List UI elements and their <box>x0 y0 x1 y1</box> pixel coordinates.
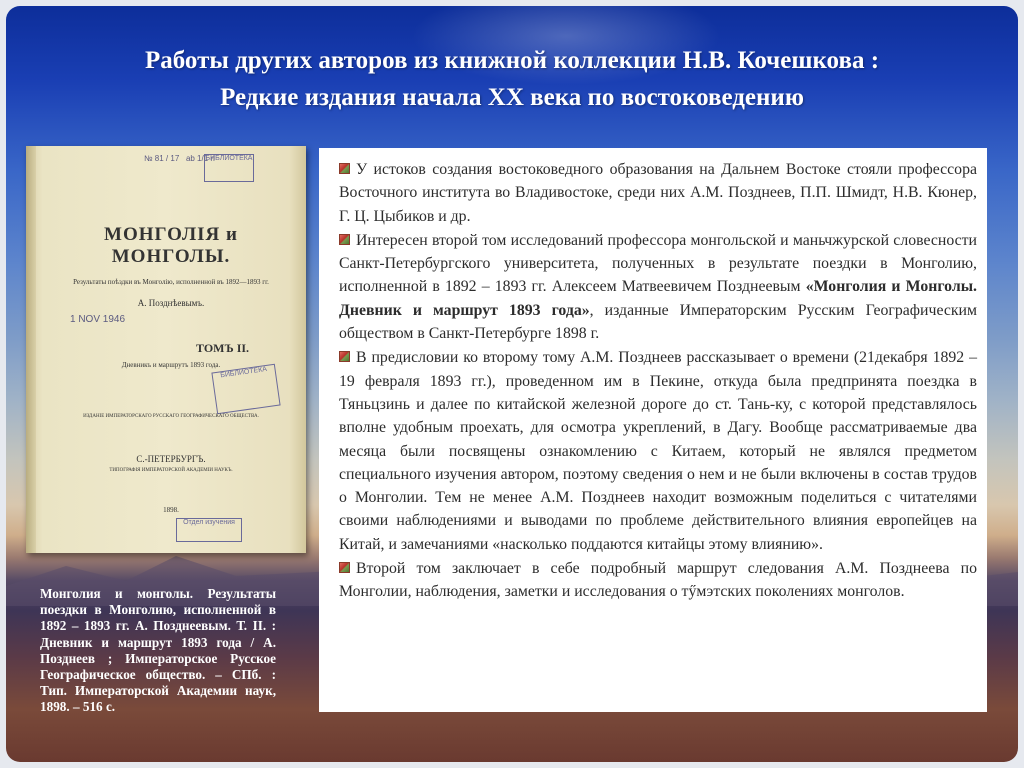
book-city: С.-ПЕТЕРБУРГЪ. <box>136 454 206 464</box>
stamp-library-text: БИБЛИОТЕКА <box>205 155 253 162</box>
paragraph-2-text: Интересен второй том исследований профессора монгольской и маньчжурской словесности Санкт-Петербургского университета, полученных в результате поездки в Монголию, исполненной в 1892 – 1893 гг. Алексеем Матвеевичем Позднеевым <box>339 231 977 296</box>
paragraph-1 <box>339 158 977 228</box>
title-line-1: Работы других авторов из книжной коллекции Н.В. Кочешкова : <box>144 47 880 74</box>
paragraph-3 <box>339 346 977 556</box>
paragraph-1-text: У истоков создания востоковедного образования на Дальнем Востоке стояли профессора Восточного института во Владивостоке, среди них А.М. Позднеев, П.П. Шмидт, Н.В. Кюнер, Г. Ц. Цыбиков и др. <box>339 161 977 225</box>
book-printer: ТИПОГРАФІЯ ИМПЕРАТОРСКОЙ АКАДЕМІИ НАУКЪ. <box>109 468 233 473</box>
slide-title <box>26 42 998 116</box>
paragraph-2 <box>339 229 977 345</box>
book-subtitle: Результаты поѣздки въ Монголію, исполненной въ 1892—1893 гг. <box>73 278 269 286</box>
book-title: МОНГОЛІЯ и МОНГОЛЫ. <box>104 224 238 267</box>
division-stamp <box>176 518 242 542</box>
book-volume: ТОМЪ II. <box>196 341 250 355</box>
paragraph-2-text-end: , изданные Императорским Русским Географическим обществом в Санкт-Петербурге 1898 г. <box>339 301 977 343</box>
date-stamp: 1 NOV 1946 <box>70 314 126 325</box>
book-author: А. Позднѣевымъ. <box>137 298 205 308</box>
handwritten-mark: № 81 / 17 ab 1/1 n <box>144 154 215 163</box>
library-stamp-top <box>204 154 254 182</box>
stamp-division-text: Отдел изучения <box>183 519 235 526</box>
book-cover-image <box>26 146 306 553</box>
bullet-icon <box>339 234 350 245</box>
paragraph-4-text: Второй том заключает в себе подробный маршрут следования А.М. Позднеева по Монголии, наблюдения, заметки и исследования о тӳмэтских поколениях монголов. <box>339 560 977 601</box>
book-volume-subtitle: Дневникъ и маршрутъ 1893 года. <box>121 361 221 369</box>
slide-background <box>6 6 1018 762</box>
book-title-bold: «Монголия и Монголы. Дневник и маршрут 1893 года» <box>339 278 978 319</box>
bullet-icon <box>339 562 350 573</box>
book-spine <box>26 146 36 553</box>
stamp-library-text-2: БИБЛИОТЕКА <box>219 365 268 380</box>
bullet-icon <box>339 163 350 174</box>
book-year: 1898. <box>163 506 179 514</box>
text-panel <box>319 148 987 712</box>
bullet-icon <box>339 351 350 362</box>
book-caption: Монголия и монголы. Результаты поездки в Монголию, исполненной в 1892 – 1893 гг. А. Позднеевым. Т. II. : Дневник и маршрут 1893 года / А. Позднеев ; Императорское Русское Географическое общество. – СПб. : Тип. Императорской Академии наук, 1898. – 516 с. <box>40 586 276 715</box>
paragraph-3-text: В предисловии ко второму тому А.М. Позднеев рассказывает о времени (21декабря 1892 – 19 февраля 1893 гг.), проведенном им в Пекине, откуда была предпринята поездка в Тяньцзинь и далее по китайской железной дороге до ст. Тань-ку, с которой представлялось вполне удобным проехать, для осмотра укреплений, в Дагу. Вообще рассматриваемые два месяца были посвящены ознакомлению с Китаем, который не являлся предметом специального изучения автором, поэтому сведения о нем и не были включены в состав трудов о Монголии. Тем не менее А.М. Позднеев находит возможным поделиться с читателями своими наблюдениями и выводами по проблеме действительного влияния европейцев на Китай, и замечаниями «насколько поддаются китайцы этому влиянию». <box>339 349 977 553</box>
paragraph-4 <box>339 557 977 604</box>
book-publisher: ИЗДАНІЕ ИМПЕРАТОРСКАГО РУССКАГО ГЕОГРАФИЧЕСКАГО ОБЩЕСТВА. <box>83 414 259 419</box>
title-line-2: Редкие издания начала XX века по востоковедению <box>220 84 804 111</box>
library-stamp <box>211 364 280 414</box>
